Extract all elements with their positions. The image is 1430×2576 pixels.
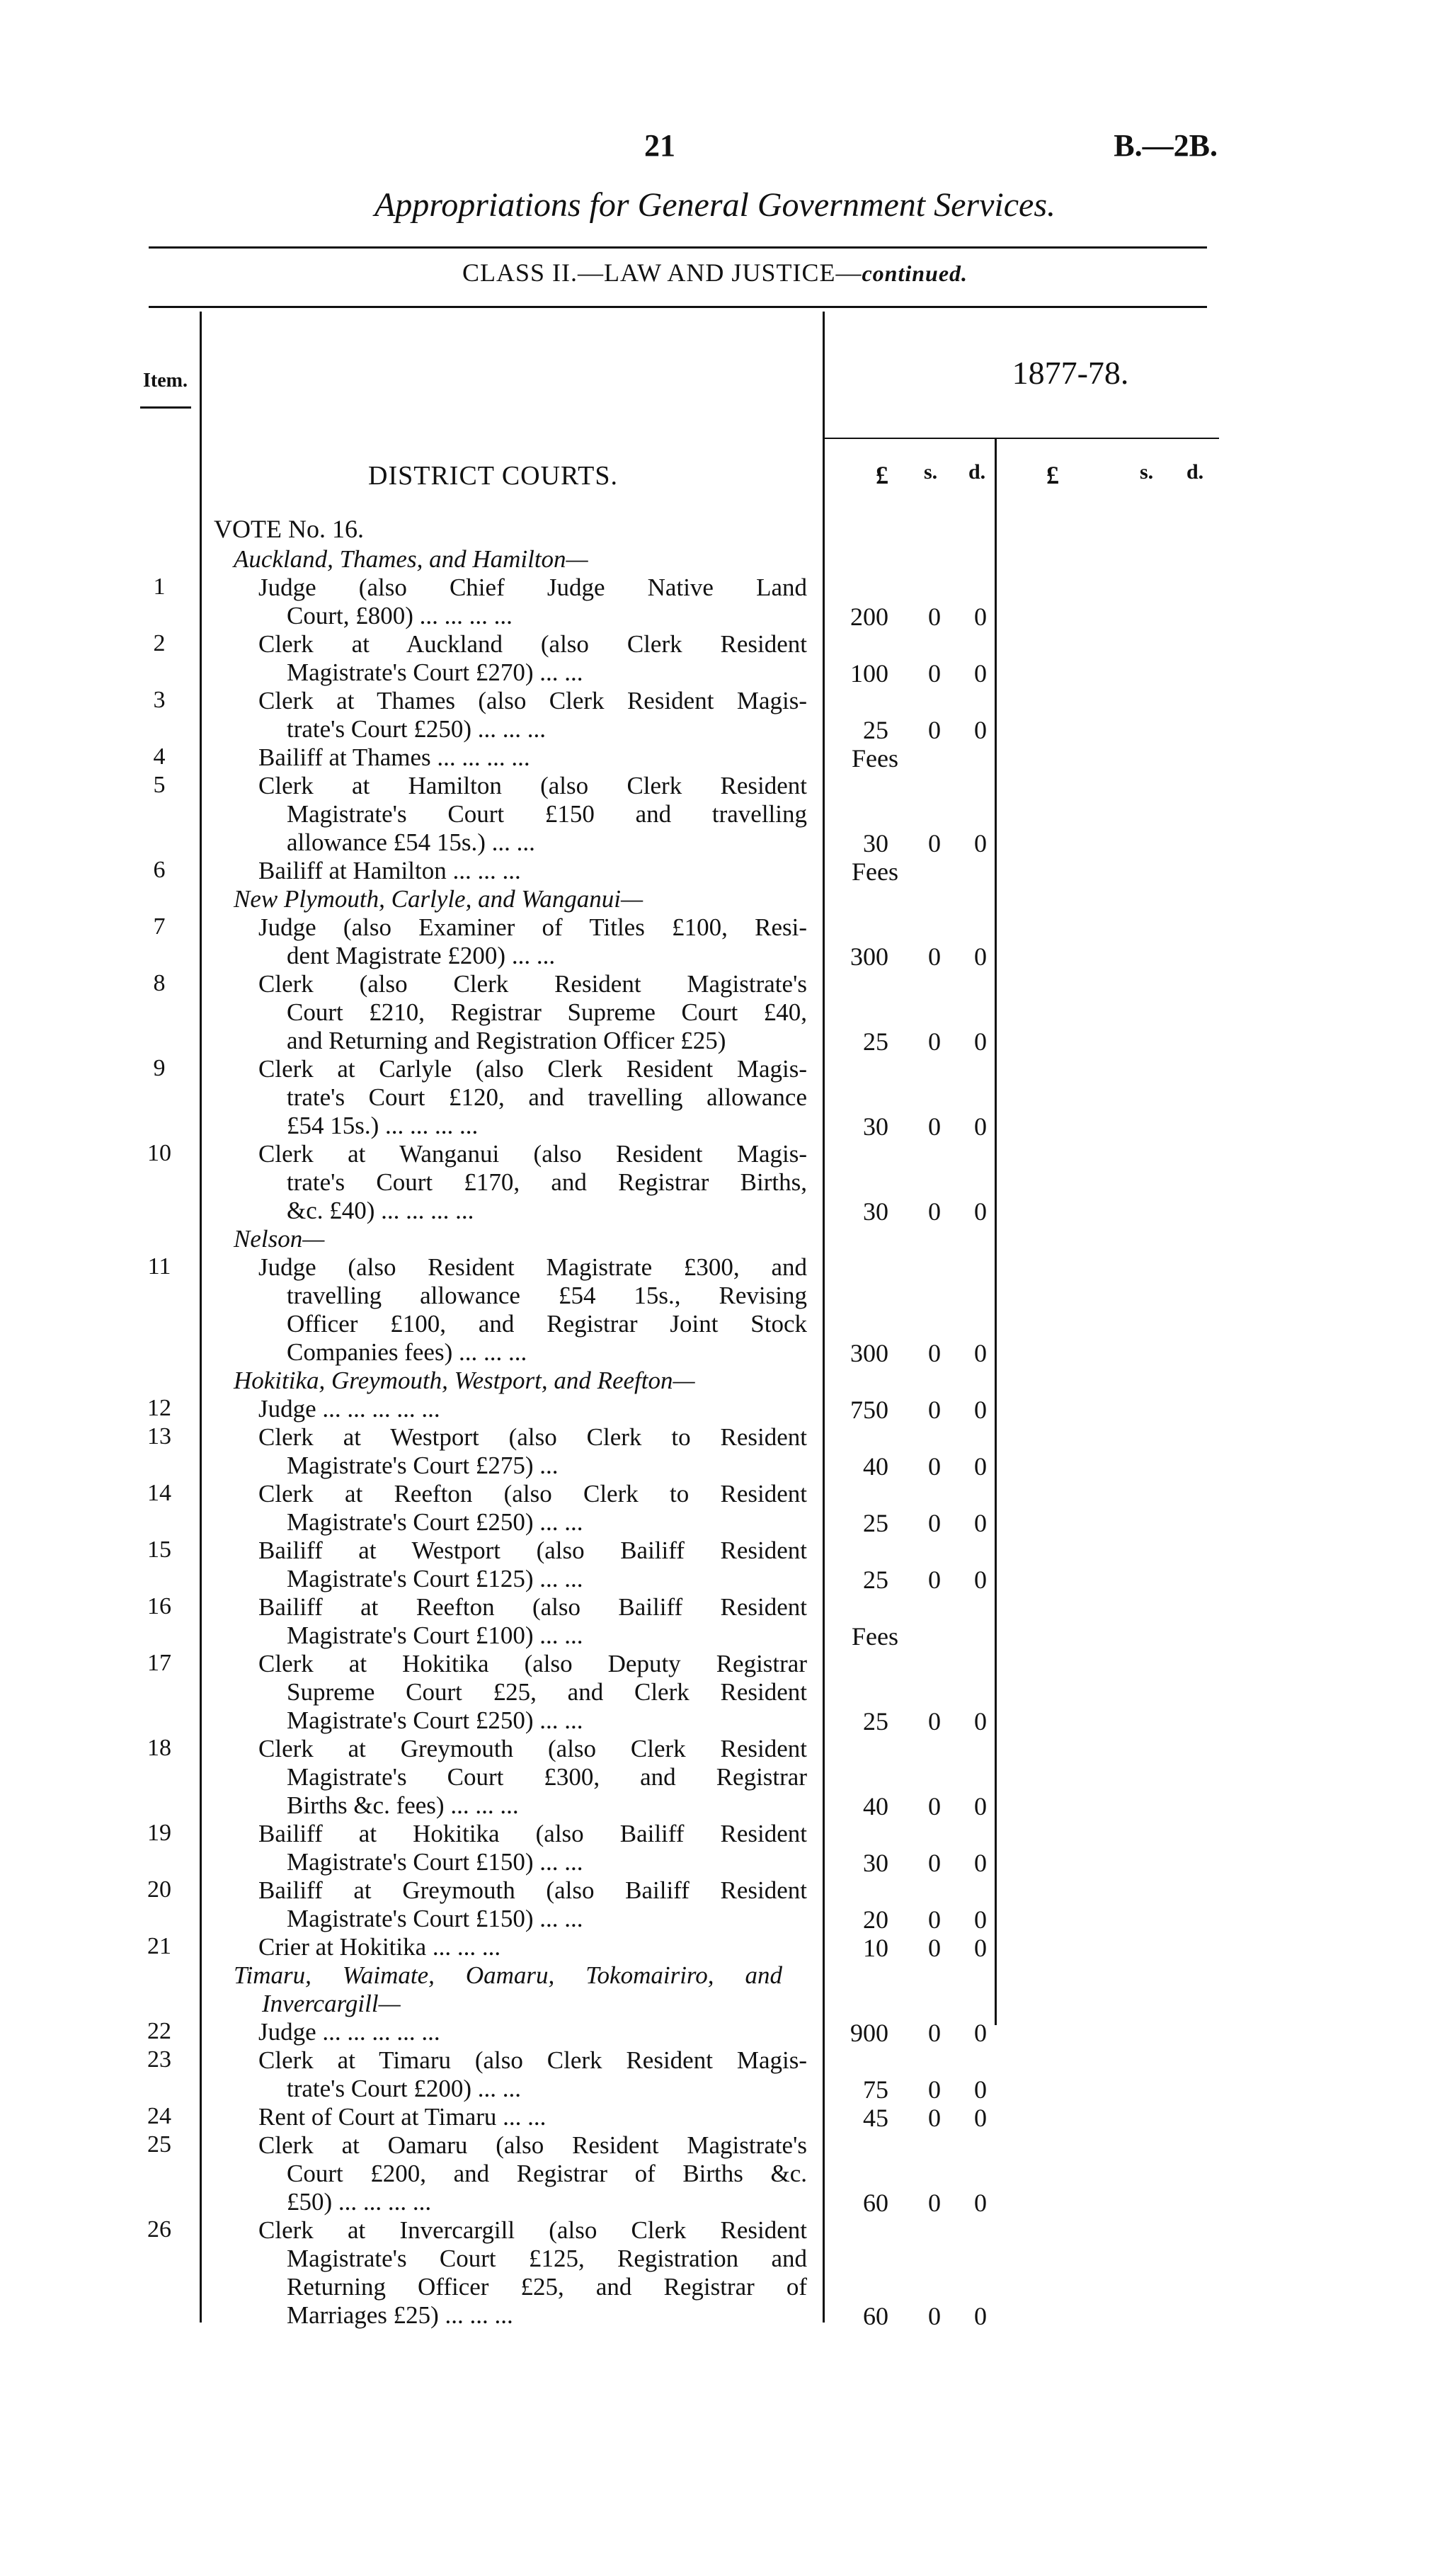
region-subheading [234,1961,782,2018]
item-description [258,1537,807,1593]
shillings-value: 0 [928,1112,941,1141]
item-number: 16 [147,1593,171,1619]
item-description [258,1253,807,1367]
amount-1877-78 [832,1395,995,1423]
description-line: Judge (also Resident Magistrate £300, and [258,1253,807,1281]
pounds-value: 30 [863,1197,888,1226]
description-line: Magistrate's Court £250) ... ... [287,1508,583,1536]
shillings-value: 0 [928,1934,941,1962]
shillings-value: 0 [928,1566,941,1594]
pounds-value: 25 [863,716,888,744]
pounds-value: 30 [863,1849,888,1877]
amount-1877-78 [832,1112,995,1140]
class-continued: continued. [862,261,968,286]
pence-value: 0 [974,1792,987,1820]
description-line: Magistrate's Court £100) ... ... [287,1622,583,1649]
shillings-value: 0 [928,1339,941,1367]
pounds-value: 60 [863,2302,888,2330]
pounds-value: 25 [863,1509,888,1537]
description-line: Bailiff at Hamilton ... ... ... [258,857,521,884]
item-description [258,1395,807,1423]
item-column-header: Item. [143,370,188,392]
pence-value: 0 [974,1396,987,1424]
region-subheading [234,1225,782,1253]
shillings-value: 0 [928,2302,941,2330]
description-line: Nelson— [234,1225,325,1253]
fees-label: Fees [852,857,898,886]
pounds-value: 25 [863,1566,888,1594]
item-description [258,1140,807,1225]
item-number: 6 [153,857,166,883]
description-line: Judge (also Examiner of Titles £100, Resi- [258,913,807,941]
pence-value: 0 [974,2189,987,2217]
pence-value: 0 [974,1934,987,1962]
description-line: Bailiff at Hokitika (also Bailiff Resident [258,1820,807,1847]
pence-value: 0 [974,1849,987,1877]
item-number: 26 [147,2216,171,2242]
description-line: Marriages £25) ... ... ... [287,2301,513,2329]
region-subheading [234,545,782,574]
description-line: £54 15s.) ... ... ... ... [287,1112,479,1139]
description-line: Court £210, Registrar Supreme Court £40, [287,998,807,1026]
shillings-header: s. [924,460,938,484]
pence-value: 0 [974,1112,987,1141]
pence-value: 0 [974,1905,987,1934]
item-number: 14 [147,1480,171,1506]
amount-1877-78 [832,942,995,970]
amount-1877-78 [832,1508,995,1537]
description-line: Clerk at Wanganui (also Resident Magis- [258,1140,807,1168]
item-description [258,857,807,885]
pounds-value: 200 [850,603,888,631]
pence-value: 0 [974,716,987,744]
region-subheading [234,885,782,913]
description-line: Clerk at Carlyle (also Clerk Resident Magis- [258,1055,807,1083]
shillings-value: 0 [928,1792,941,1820]
description-line: Judge ... ... ... ... ... [258,2018,440,2046]
pence-value: 0 [974,1566,987,1594]
description-line: Supreme Court £25, and Clerk Resident [287,1678,807,1706]
description-line: Clerk at Timaru (also Clerk Resident Magis- [258,2046,807,2074]
item-description [258,1593,807,1650]
pence-header-2: d. [1186,460,1204,484]
amount-1877-78 [832,1933,995,1961]
item-description [258,2103,807,2131]
description-line: Companies fees) ... ... ... [287,1338,527,1366]
description-line: Magistrate's Court £125) ... ... [287,1565,583,1592]
pence-value: 0 [974,1197,987,1226]
amount-1877-78 [832,602,995,630]
item-number: 21 [147,1933,171,1959]
item-number: 11 [147,1253,171,1280]
item-number: 10 [147,1140,171,1166]
pounds-value: 25 [863,1027,888,1056]
item-number: 3 [153,687,166,713]
item-description [258,1933,807,1961]
shillings-value: 0 [928,1707,941,1736]
description-line: Invercargill— [262,1990,401,2017]
pounds-value: 60 [863,2189,888,2217]
amount-1877-78 [832,1706,995,1735]
item-number: 9 [153,1055,166,1081]
description-line: Hokitika, Greymouth, Westport, and Reefton— [234,1367,695,1394]
description-line: Auckland, Thames, and Hamilton— [234,545,588,573]
amount-1877-78 [832,2301,995,2330]
item-number: 22 [147,2018,171,2044]
description-line: Returning Officer £25, and Registrar of [287,2273,807,2301]
description-line: Clerk at Auckland (also Clerk Resident [258,630,807,658]
description-line: Judge ... ... ... ... ... [258,1395,440,1423]
description-line: Clerk at Hokitika (also Deputy Registrar [258,1650,807,1677]
item-number: 12 [147,1395,171,1421]
pence-value: 0 [974,942,987,971]
item-number: 13 [147,1423,171,1449]
pounds-value: 40 [863,1792,888,1820]
item-number: 5 [153,772,166,798]
item-description [258,970,807,1055]
amount-1877-78 [832,857,995,885]
description-line: Judge (also Chief Judge Native Land [258,574,807,601]
amount-1877-78 [832,715,995,743]
amount-1877-78 [832,2075,995,2103]
shillings-value: 0 [928,1197,941,1226]
top-rule [149,246,1207,249]
description-line: Clerk (also Clerk Resident Magistrate's [258,970,807,998]
description-line: Court, £800) ... ... ... ... [287,602,513,629]
description-line: Clerk at Thames (also Clerk Resident Magis- [258,687,807,714]
description-line: Magistrate's Court £150) ... ... [287,1848,583,1876]
pence-value: 0 [974,1339,987,1367]
description-line: £50) ... ... ... ... [287,2188,432,2216]
page-title: Appropriations for General Government Services. [374,186,1056,224]
item-number: 18 [147,1735,171,1761]
fees-label: Fees [852,744,898,773]
item-number: 17 [147,1650,171,1676]
amount-1877-78 [832,828,995,857]
shillings-value: 0 [928,1027,941,1056]
table-top-rule [149,306,1207,308]
item-number: 19 [147,1820,171,1846]
description-line: Crier at Hokitika ... ... ... [258,1933,501,1961]
description-line: and Returning and Registration Officer £25) [287,1027,726,1054]
amount-1877-78 [832,1027,995,1055]
description-line: Magistrate's Court £275) ... [287,1452,559,1479]
amount-1877-78 [832,1905,995,1933]
item-number: 20 [147,1876,171,1903]
item-description [258,2216,807,2330]
item-description [258,743,807,772]
description-line: New Plymouth, Carlyle, and Wanganui— [234,885,644,913]
amount-1877-78 [832,1452,995,1480]
pounds-header: £ [876,461,888,489]
pounds-value: 30 [863,829,888,857]
shillings-value: 0 [928,716,941,744]
item-description [258,2131,807,2216]
amount-1877-78 [832,1197,995,1225]
page-number: 21 [644,128,675,163]
item-description [258,1876,807,1933]
shillings-value: 0 [928,2189,941,2217]
item-description [258,1735,807,1820]
shillings-value: 0 [928,1509,941,1537]
pence-value: 0 [974,603,987,631]
description-line: Clerk at Invercargill (also Clerk Resident [258,2216,807,2244]
item-number: 1 [153,574,166,600]
pence-value: 0 [974,2019,987,2047]
item-description [258,1480,807,1537]
pounds-value: 45 [863,2104,888,2132]
description-line: &c. £40) ... ... ... ... [287,1197,474,1224]
amount-1877-78 [832,743,995,772]
shillings-value: 0 [928,942,941,971]
description-line: Bailiff at Greymouth (also Bailiff Resident [258,1876,807,1904]
shillings-value: 0 [928,1905,941,1934]
amount-1877-78 [832,2018,995,2046]
amount-1877-78 [832,659,995,687]
vote-number: VOTE No. 16. [214,515,364,543]
item-description [258,687,807,743]
item-number: 23 [147,2046,171,2073]
item-description [258,574,807,630]
description-line: trate's Court £120, and travelling allowance [287,1083,807,1111]
description-line: Rent of Court at Timaru ... ... [258,2103,547,2131]
shillings-value: 0 [928,1396,941,1424]
pounds-value: 900 [850,2019,888,2047]
pence-header: d. [968,460,986,484]
pounds-value: 20 [863,1905,888,1934]
amount-column-rule [823,312,825,2323]
amount-1877-78 [832,1565,995,1593]
item-number: 4 [153,743,166,770]
description-line: Bailiff at Thames ... ... ... ... [258,743,530,771]
item-description [258,1650,807,1735]
pounds-value: 100 [850,659,888,688]
pence-value: 0 [974,829,987,857]
shillings-value: 0 [928,659,941,688]
pounds-value: 40 [863,1452,888,1481]
year-column-header: 1877-78. [1012,355,1129,391]
item-number: 8 [153,970,166,996]
pounds-value: 300 [850,942,888,971]
item-description [258,2046,807,2103]
item-number: 2 [153,630,166,656]
description-line: Magistrate's Court £270) ... ... [287,659,583,686]
amount-1877-78 [832,1848,995,1876]
item-description [258,913,807,970]
description-line: Clerk at Hamilton (also Clerk Resident [258,772,807,799]
year-header-rule [823,438,1219,439]
shillings-value: 0 [928,603,941,631]
description-line: trate's Court £250) ... ... ... [287,715,546,743]
shillings-value: 0 [928,2104,941,2132]
shillings-value: 0 [928,2075,941,2104]
description-line: trate's Court £170, and Registrar Births, [287,1168,807,1196]
amount-1877-78 [832,1338,995,1367]
item-number: 7 [153,913,166,940]
description-line: travelling allowance £54 15s., Revising [287,1282,807,1309]
pounds-value: 10 [863,1934,888,1962]
item-description [258,1820,807,1876]
pence-value: 0 [974,659,987,688]
shillings-header-2: s. [1140,460,1154,484]
amount-1877-78 [832,1622,995,1650]
pounds-value: 300 [850,1339,888,1367]
shillings-value: 0 [928,1849,941,1877]
class-heading [0,258,1430,287]
year-subcolumn-rule [995,439,997,2025]
pence-value: 0 [974,1509,987,1537]
section-title: DISTRICT COURTS. [368,461,618,491]
description-line: Clerk at Reefton (also Clerk to Resident [258,1480,807,1508]
pence-value: 0 [974,1452,987,1481]
fees-label: Fees [852,1622,898,1651]
description-line: Magistrate's Court £150) ... ... [287,1905,583,1932]
pounds-value: 25 [863,1707,888,1736]
description-line: Clerk at Greymouth (also Clerk Resident [258,1735,807,1762]
description-line: Timaru, Waimate, Oamaru, Tokomairiro, and [234,1961,782,1989]
amount-1877-78 [832,1791,995,1820]
item-number: 25 [147,2131,171,2158]
description-line: Clerk at Oamaru (also Resident Magistrate's [258,2131,807,2159]
item-description [258,1423,807,1480]
amount-1877-78 [832,2103,995,2131]
description-line: Clerk at Westport (also Clerk to Resident [258,1423,807,1451]
description-line: Magistrate's Court £125, Registration and [287,2245,807,2272]
description-line: Court £200, and Registrar of Births &c. [287,2160,807,2187]
description-line: Bailiff at Westport (also Bailiff Resident [258,1537,807,1564]
pounds-value: 75 [863,2075,888,2104]
region-subheading [234,1367,782,1395]
shillings-value: 0 [928,829,941,857]
item-description [258,2018,807,2046]
description-line: dent Magistrate £200) ... ... [287,942,556,969]
pounds-header-2: £ [1046,461,1059,489]
pence-value: 0 [974,2075,987,2104]
pounds-value: 750 [850,1396,888,1424]
item-header-underline [140,406,191,409]
description-line: allowance £54 15s.) ... ... [287,828,535,856]
item-column-rule [200,312,202,2323]
class-heading-text: CLASS II.—LAW AND JUSTICE— [462,258,862,287]
item-number: 24 [147,2103,171,2129]
description-line: Magistrate's Court £250) ... ... [287,1706,583,1734]
pounds-value: 30 [863,1112,888,1141]
pence-value: 0 [974,2104,987,2132]
item-description [258,1055,807,1140]
description-line: trate's Court £200) ... ... [287,2075,521,2102]
description-line: Magistrate's Court £150 and travelling [287,800,807,828]
description-line: Magistrate's Court £300, and Registrar [287,1763,807,1791]
item-description [258,630,807,687]
description-line: Births &c. fees) ... ... ... [287,1791,519,1819]
shillings-value: 0 [928,2019,941,2047]
item-number: 15 [147,1537,171,1563]
description-line: Officer £100, and Registrar Joint Stock [287,1310,807,1338]
description-line: Bailiff at Reefton (also Bailiff Resident [258,1593,807,1621]
pence-value: 0 [974,2302,987,2330]
document-reference: B.—2B. [1114,128,1218,163]
item-description [258,772,807,857]
pence-value: 0 [974,1707,987,1736]
amount-1877-78 [832,2188,995,2216]
pence-value: 0 [974,1027,987,1056]
shillings-value: 0 [928,1452,941,1481]
